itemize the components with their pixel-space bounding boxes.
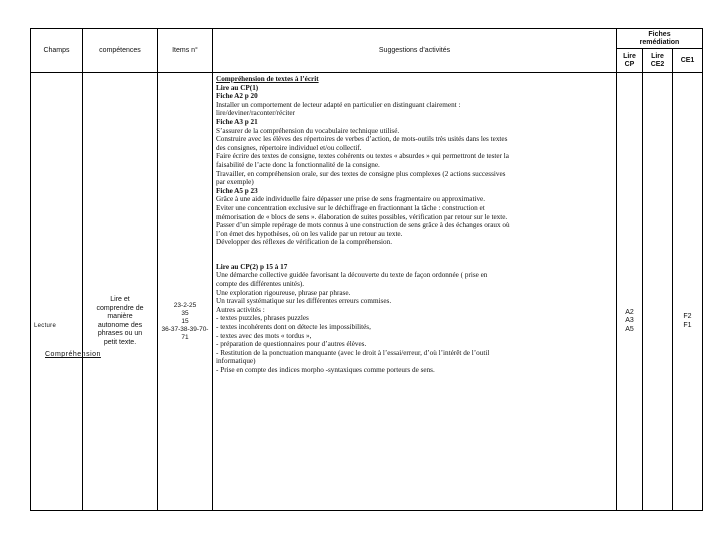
suggestion-line: - Restitution de la ponctuation manquante (avec le droit à l’essai/erreur, d’où l’intérêt de l’outil <box>216 348 490 357</box>
suggestion-line: - textes puzzles, phrases puzzles <box>216 314 309 323</box>
suggestion-heading: Lire au CP(1) <box>216 83 259 92</box>
header-lire-cp: Lire CP <box>617 49 643 73</box>
header-items: Items n° <box>158 29 213 73</box>
suggestion-heading: Compréhension de textes à l’écrit <box>216 75 319 83</box>
suggestion-heading: Fiche A3 p 21 <box>216 117 258 126</box>
suggestion-heading: Fiche A2 p 20 <box>216 92 258 101</box>
suggestion-line: Une démarche collective guidée favorisant la découverte du texte de façon ordonnée ( prise en <box>216 271 488 280</box>
suggestion-heading: Lire au CP(2) p 15 à 17 <box>216 262 288 271</box>
suggestion-line: Construire avec les élèves des répertoires de verbes d’action, de mots-outils très usités dans les textes <box>216 135 508 144</box>
suggestion-line: Faire écrire des textes de consigne, textes cohérents ou textes « absurdes » qui permettront de tester la <box>216 152 509 161</box>
suggestion-line: des consignes, répertoire individuel et/ou collectif. <box>216 143 362 152</box>
header-champs: Champs <box>31 29 83 73</box>
suggestion-line: lire/deviner/raconter/réciter <box>216 109 296 118</box>
suggestion-line: informatique) <box>216 357 256 366</box>
champ-comprehension: Compréhension <box>45 351 101 358</box>
suggestion-heading: Fiche A5 p 23 <box>216 186 258 195</box>
competence-cell <box>83 73 158 511</box>
suggestion-line: - Prise en compte des indices morpho -syntaxiques comme porteurs de sens. <box>216 366 435 374</box>
champ-cell <box>31 73 101 511</box>
suggestion-line: Une exploration rigoureuse, phrase par phrase. <box>216 288 351 297</box>
header-fiches-remediation: Fiches remédiation <box>617 29 703 49</box>
header-lire-ce2: Lire CE2 <box>643 49 673 73</box>
competence-line: petit texte. <box>103 338 137 346</box>
suggestion-line: - préparation de questionnaires pour d’autres élèves. <box>216 340 367 349</box>
suggestion-line: - textes incohérents dont on détecte les impossibilités, <box>216 323 371 332</box>
suggestions-cell <box>213 73 617 511</box>
suggestion-line: l’on émet des hypothèses, où on les valide par un retour au texte. <box>216 229 403 238</box>
competence-line: phrases ou un <box>97 330 143 337</box>
suggestion-line: faisabilité de l’acte donc la fonctionnalité de la consigne. <box>216 160 380 169</box>
suggestion-line: par exemple) <box>216 178 254 187</box>
header-suggestions: Suggestions d’activités <box>213 29 617 73</box>
competence-line: manière <box>107 313 133 320</box>
suggestion-line: Un travail systématique sur les différentes erreurs commises. <box>216 297 392 306</box>
suggestion-line: mémorisation de « blocs de sens ». élaboration de suites possibles, vérification par retour sur le texte. <box>216 212 508 221</box>
remediation-ce1-cell <box>673 73 703 511</box>
item-number: 23-2-25 <box>173 301 197 309</box>
header-competences: compétences <box>83 29 158 73</box>
item-number: 15 <box>181 317 189 325</box>
suggestion-line: compte des différentes unités). <box>216 280 305 289</box>
suggestion-spacer <box>216 247 613 263</box>
suggestion-line: S’assurer de la compréhension du vocabulaire technique utilisé. <box>216 126 400 135</box>
remediation-cp-code: A5 <box>625 325 634 333</box>
suggestion-line: Autres activités : <box>216 305 265 314</box>
remediation-table <box>30 28 703 511</box>
item-number: 35 <box>181 309 189 317</box>
item-number: 36-37-38-39-70-71 <box>161 325 209 341</box>
suggestion-line: Eviter une concentration exclusive sur le déchiffrage en fractionnant la tâche : construction et <box>216 203 485 212</box>
header-ce1: CE1 <box>673 49 703 73</box>
competence-line: Lire et <box>110 296 130 303</box>
competence-line: comprendre de <box>96 304 144 312</box>
remediation-ce1-code: F2 <box>683 313 692 320</box>
page <box>30 28 702 478</box>
suggestion-line: Passer d’un simple repérage de mots connus à une construction de sens grâce à des échanges oraux où <box>216 221 510 230</box>
suggestion-line: - textes avec des mots « tordus », <box>216 331 312 340</box>
remediation-cp-cell <box>617 73 643 511</box>
suggestion-line: Grâce à une aide individuelle faire dépasser une prise de sens fragmentaire ou approximative. <box>216 195 486 204</box>
remediation-ce1-code: F1 <box>683 321 692 329</box>
items-cell <box>158 73 213 511</box>
competence-line: autonome des <box>97 321 143 329</box>
remediation-cp-code: A2 <box>625 308 634 316</box>
champ-lecture: Lecture <box>34 323 57 329</box>
remediation-cp-code: A3 <box>625 317 634 325</box>
suggestion-line: Travailler, en compréhension orale, sur des textes de consigne plus complexes (2 actions successives <box>216 169 506 178</box>
suggestion-line: Développer des réflexes de vérification de la compréhension. <box>216 238 393 247</box>
remediation-ce2-cell <box>643 73 673 511</box>
suggestion-line: Installer un comportement de lecteur adapté en particulier en distinguant clairement : <box>216 100 461 109</box>
